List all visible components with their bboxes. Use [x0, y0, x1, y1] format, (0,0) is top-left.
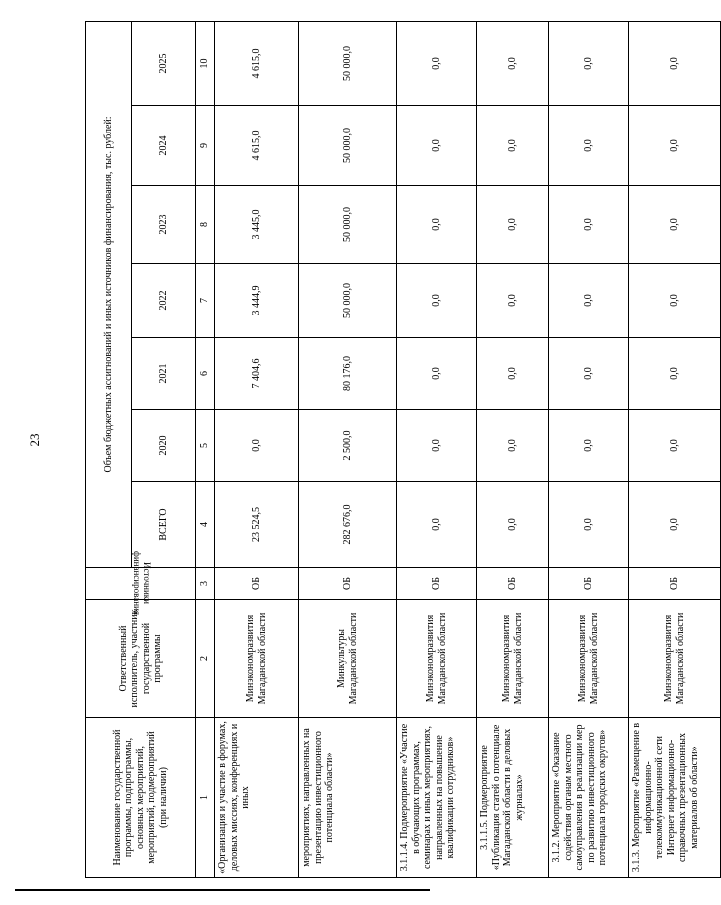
- row-year-value: 0,0: [629, 410, 721, 482]
- row-year-value: 0,0: [397, 264, 477, 338]
- header-source: [86, 551, 196, 616]
- row-name: 3.1.3. Мероприятие «Размещение в информационно-телекоммуникационной сети Интернет информационно-справочных презентационных материалов об области»: [629, 718, 721, 878]
- column-number: 7: [196, 264, 215, 338]
- header-year: 2022: [132, 264, 196, 338]
- row-total: 282 676,0: [299, 482, 397, 568]
- row-name: «Организация и участие в форумах, деловых миссиях, конференциях и иных: [215, 718, 299, 878]
- row-year-value: 0,0: [477, 410, 549, 482]
- row-year-value: 3 445,0: [215, 186, 299, 264]
- column-number: 10: [196, 21, 215, 105]
- row-year-value: 0,0: [397, 338, 477, 410]
- header-year: 2020: [132, 410, 196, 482]
- header-year: 2021: [132, 338, 196, 410]
- row-year-value: 50 000,0: [299, 264, 397, 338]
- row-source: ОБ: [299, 568, 397, 600]
- row-year-value: 0,0: [477, 21, 549, 105]
- row-executor: Минэкономразвития Магаданской области: [549, 600, 629, 718]
- header-year: 2024: [132, 106, 196, 186]
- row-year-value: 0,0: [549, 106, 629, 186]
- row-year-value: 0,0: [629, 338, 721, 410]
- table-row: [477, 21, 549, 877]
- row-year-value: 50 000,0: [299, 106, 397, 186]
- row-year-value: 0,0: [549, 338, 629, 410]
- row-source: ОБ: [477, 568, 549, 600]
- row-year-value: 0,0: [477, 186, 549, 264]
- header-year: 2025: [132, 21, 196, 105]
- column-number: 3: [196, 568, 215, 600]
- row-source: ОБ: [549, 568, 629, 600]
- row-year-value: 0,0: [549, 21, 629, 105]
- row-year-value: 0,0: [397, 106, 477, 186]
- row-source: ОБ: [397, 568, 477, 600]
- row-year-value: 0,0: [397, 186, 477, 264]
- column-number: 1: [196, 718, 215, 878]
- header-funding-group: Объем бюджетных ассигнований и иных источников финансирования, тыс. рублей:: [86, 21, 132, 567]
- row-year-value: 0,0: [477, 106, 549, 186]
- row-year-value: 0,0: [397, 21, 477, 105]
- row-year-value: 0,0: [215, 410, 299, 482]
- row-executor: Минэкономразвития Магаданской области: [477, 600, 549, 718]
- row-name: 3.1.1.5. Подмероприятие «Публикация статей о потенциале Магаданской области в деловых журналах»: [477, 718, 549, 878]
- column-number: 2: [196, 600, 215, 718]
- row-year-value: 0,0: [477, 338, 549, 410]
- row-year-value: 0,0: [629, 21, 721, 105]
- header-executor: Ответственный исполнитель, участник государственной программы: [86, 600, 196, 718]
- footer-line: [15, 889, 430, 891]
- table-row: [215, 21, 299, 877]
- row-executor: Минэкономразвития Магаданской области: [629, 600, 721, 718]
- row-year-value: 0,0: [629, 186, 721, 264]
- row-year-value: 4 615,0: [215, 106, 299, 186]
- column-number: 6: [196, 338, 215, 410]
- column-number: 5: [196, 410, 215, 482]
- table-container: [85, 22, 700, 878]
- row-year-value: 80 176,0: [299, 338, 397, 410]
- funding-table: [85, 21, 721, 878]
- table-row: [397, 21, 477, 877]
- row-year-value: 2 500,0: [299, 410, 397, 482]
- row-year-value: 0,0: [549, 264, 629, 338]
- row-year-value: 50 000,0: [299, 186, 397, 264]
- table-row: [629, 21, 721, 877]
- row-year-value: 0,0: [629, 264, 721, 338]
- row-year-value: 0,0: [629, 106, 721, 186]
- row-year-value: 0,0: [549, 410, 629, 482]
- row-year-value: 0,0: [397, 410, 477, 482]
- row-total: 23 524,5: [215, 482, 299, 568]
- column-number: 4: [196, 482, 215, 568]
- row-year-value: 3 444,9: [215, 264, 299, 338]
- row-name: мероприятиях, направленных на презентацию инвестиционного потенциала области»: [299, 718, 397, 878]
- row-total: 0,0: [397, 482, 477, 568]
- table-row: [549, 21, 629, 877]
- row-name: 3.1.1.4. Подмероприятие «Участие в обучающих программах, семинарах и иных мероприятиях, направленных на повышение квалификации сотрудников»: [397, 718, 477, 878]
- row-executor: Минкультуры Магаданской области: [299, 600, 397, 718]
- row-total: 0,0: [549, 482, 629, 568]
- row-name: 3.1.2. Мероприятие «Оказание содействия органам местного самоуправления в реализации мер по развитию инвестиционного потенциала городских округов»: [549, 718, 629, 878]
- row-year-value: 0,0: [549, 186, 629, 264]
- header-year: 2023: [132, 186, 196, 264]
- header-total: ВСЕГО: [132, 482, 196, 568]
- table-row: [299, 21, 397, 877]
- row-year-value: 7 404,6: [215, 338, 299, 410]
- header-name: Наименование государственной программы, подпрограммы, основных мероприятий, мероприятий, подмероприятий (при наличии): [86, 718, 196, 878]
- row-source: ОБ: [215, 568, 299, 600]
- row-year-value: 50 000,0: [299, 21, 397, 105]
- row-executor: Минэкономразвития Магаданской области: [215, 600, 299, 718]
- row-total: 0,0: [477, 482, 549, 568]
- row-year-value: 4 615,0: [215, 21, 299, 105]
- page-number: 23: [27, 433, 42, 447]
- column-number: 9: [196, 106, 215, 186]
- row-executor: Минэкономразвития Магаданской области: [397, 600, 477, 718]
- row-source: ОБ: [629, 568, 721, 600]
- row-year-value: 0,0: [477, 264, 549, 338]
- row-total: 0,0: [629, 482, 721, 568]
- header-source-label: Источники финансирования: [131, 551, 152, 616]
- column-number: 8: [196, 186, 215, 264]
